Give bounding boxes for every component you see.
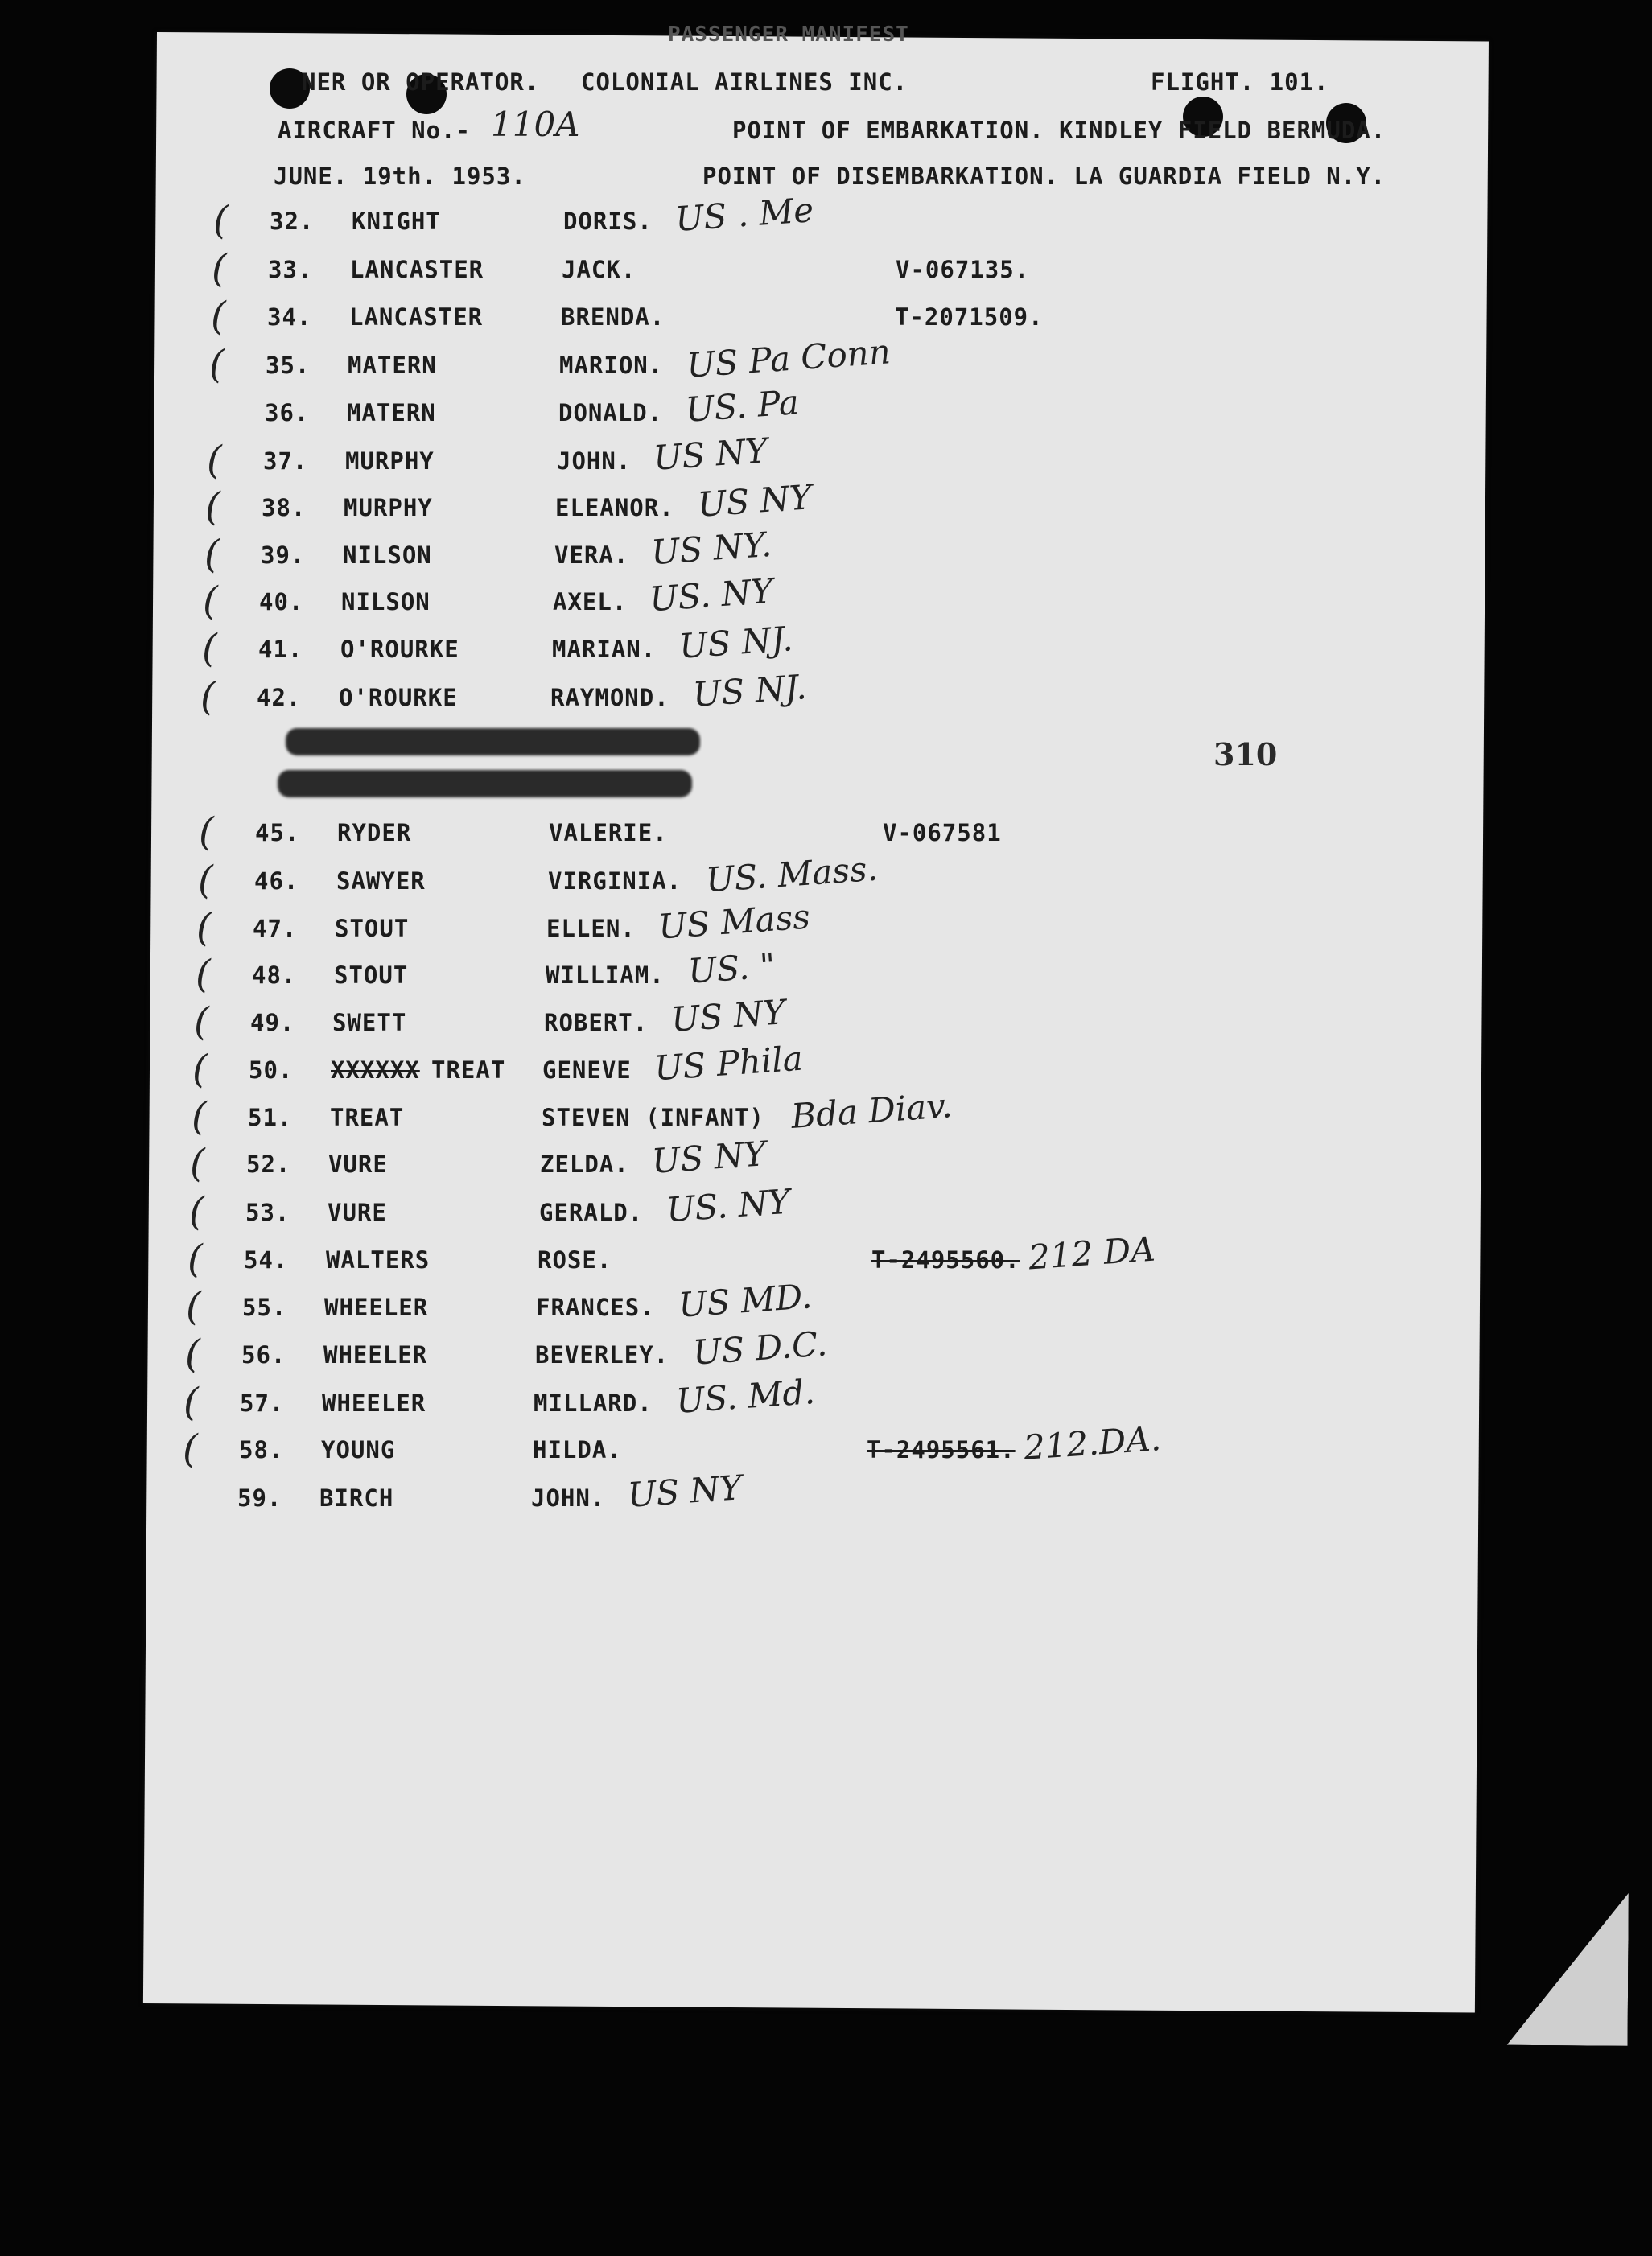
row-given-name: MILLARD. [534, 1389, 653, 1417]
row-surname: STOUT [334, 961, 409, 989]
struck-surname: XXXXXX [331, 1056, 420, 1084]
row-number: 36. [265, 399, 310, 426]
check-mark: ( [189, 1189, 204, 1234]
row-surname: VURE [328, 1199, 387, 1226]
row-number: 58. [239, 1436, 284, 1464]
check-mark: ( [199, 809, 214, 854]
check-mark: ( [187, 1237, 203, 1282]
row-number: 40. [259, 588, 304, 615]
check-mark: ( [194, 999, 209, 1044]
document-number: V-067135. [896, 256, 1030, 283]
row-surname: BIRCH [319, 1484, 394, 1512]
row-given-name: DORIS. [563, 208, 653, 235]
handwritten-note: US NY [652, 430, 769, 478]
row-number: 50. [249, 1056, 294, 1084]
row-given-name: GERALD. [539, 1199, 644, 1226]
row-surname: LANCASTER [349, 303, 484, 331]
row-given-name: STEVEN (INFANT) [542, 1104, 764, 1131]
check-mark: ( [196, 952, 211, 997]
row-given-name: ELEANOR. [555, 494, 674, 521]
row-given-name: WILLIAM. [546, 961, 665, 989]
disembarkation-point: POINT OF DISEMBARKATION. LA GUARDIA FIELD N.Y. [702, 163, 1386, 190]
row-number: 41. [258, 636, 303, 663]
row-number: 52. [246, 1151, 291, 1178]
row-number: 48. [252, 961, 297, 989]
row-number: 35. [266, 352, 311, 379]
row-given-name: ROBERT. [544, 1009, 649, 1036]
manifest-date: JUNE. 19th. 1953. [274, 163, 526, 190]
row-given-name: HILDA. [533, 1436, 622, 1464]
check-mark: ( [209, 342, 225, 387]
check-mark: ( [196, 905, 212, 950]
redaction-bar [286, 728, 700, 755]
row-given-name: JOHN. [557, 447, 632, 475]
handwritten-note: US. NY [665, 1181, 792, 1230]
document-number: T-2495560. [871, 1246, 1020, 1274]
row-number: 38. [262, 494, 307, 521]
aircraft-number: 110A [491, 105, 580, 144]
row-given-name: JACK. [562, 256, 636, 283]
row-given-name: ELLEN. [546, 915, 636, 942]
document-number: V-067581 [883, 819, 1002, 846]
row-surname: MURPHY [344, 494, 433, 521]
row-surname: NILSON [343, 541, 432, 569]
handwritten-note: US Mass [657, 896, 812, 947]
handwritten-note: US . Me [674, 190, 815, 239]
row-number: 53. [245, 1199, 290, 1226]
row-surname: WHEELER [323, 1341, 428, 1369]
row-surname: LANCASTER [350, 256, 484, 283]
embarkation-point: POINT OF EMBARKATION. KINDLEY FIELD BERMUDA. [732, 117, 1386, 144]
check-mark: ( [198, 858, 213, 903]
flight-number: FLIGHT. 101. [1151, 68, 1329, 96]
aircraft-label: AIRCRAFT No.- [278, 117, 471, 144]
check-mark: ( [186, 1284, 201, 1329]
handwritten-note: US. " [686, 945, 777, 991]
check-mark: ( [213, 198, 229, 243]
owner-label: NER OR OPERATOR. [302, 68, 540, 96]
handwritten-note: US Phila [653, 1038, 805, 1089]
document-number: T-2495561. [867, 1436, 1016, 1464]
handwritten-note: US NY. [649, 524, 773, 573]
row-given-name: AXEL. [553, 588, 628, 615]
row-given-name: VIRGINIA. [548, 867, 682, 895]
check-mark: ( [205, 484, 220, 529]
row-surname: MATERN [347, 399, 436, 426]
row-surname: SWETT [332, 1009, 407, 1036]
row-given-name: ROSE. [538, 1246, 612, 1274]
handwritten-note: US NY [626, 1468, 744, 1515]
row-number: 57. [240, 1389, 285, 1417]
check-mark: ( [212, 246, 227, 291]
handwritten-note: Bda Diav. [789, 1085, 954, 1136]
handwritten-note: 212 DA [1027, 1229, 1157, 1278]
check-mark: ( [192, 1047, 208, 1092]
row-given-name: BRENDA. [561, 303, 665, 331]
row-given-name: MARION. [559, 352, 664, 379]
handwritten-note: 212.DA. [1022, 1418, 1163, 1468]
handwritten-note: US. Pa [684, 382, 801, 430]
handwritten-note: US D.C. [691, 1324, 829, 1373]
row-surname: VURE [328, 1151, 388, 1178]
row-number: 51. [248, 1104, 293, 1131]
row-surname: TREAT [330, 1104, 405, 1131]
check-mark: ( [211, 294, 226, 339]
row-given-name: VERA. [554, 541, 629, 569]
row-given-name: DONALD. [558, 399, 663, 426]
row-surname: WHEELER [322, 1389, 426, 1417]
row-given-name: FRANCES. [536, 1294, 655, 1321]
row-number: 32. [270, 208, 315, 235]
redaction-bar [278, 770, 692, 797]
handwritten-note: US. NY [648, 570, 775, 620]
check-mark: ( [204, 532, 220, 577]
handwritten-note: US. Mass. [704, 848, 880, 900]
row-number: 47. [253, 915, 298, 942]
row-given-name: MARIAN. [552, 636, 657, 663]
row-number: 45. [255, 819, 300, 846]
row-surname: KNIGHT [352, 208, 441, 235]
row-surname: TREAT [431, 1056, 506, 1084]
row-surname: RYDER [337, 819, 412, 846]
check-mark: ( [183, 1380, 199, 1425]
row-given-name: VALERIE. [549, 819, 668, 846]
row-number: 37. [263, 447, 308, 475]
handwritten-note: US NY [669, 992, 787, 1039]
owner-value: COLONIAL AIRLINES INC. [581, 68, 908, 96]
check-mark: ( [192, 1094, 207, 1139]
handwritten-note: US. Md. [674, 1372, 817, 1421]
row-given-name: GENEVE [542, 1056, 632, 1084]
row-given-name: BEVERLEY. [535, 1341, 669, 1369]
row-number: 33. [268, 256, 313, 283]
handwritten-note: US Pa Conn [685, 331, 892, 385]
check-mark: ( [183, 1426, 198, 1472]
row-number: 39. [261, 541, 306, 569]
row-given-name: JOHN. [531, 1484, 606, 1512]
row-surname: O'ROURKE [339, 684, 458, 711]
row-surname: MATERN [348, 352, 437, 379]
page-number: 310 [1213, 736, 1278, 772]
handwritten-note: US MD. [677, 1276, 814, 1325]
row-given-name: RAYMOND. [550, 684, 669, 711]
row-surname: O'ROURKE [340, 636, 459, 663]
check-mark: ( [202, 626, 217, 671]
row-number: 59. [237, 1484, 282, 1512]
handwritten-note: US NJ. [691, 667, 808, 714]
check-mark: ( [190, 1141, 205, 1186]
check-mark: ( [185, 1332, 200, 1377]
row-surname: SAWYER [336, 867, 426, 895]
row-number: 34. [267, 303, 312, 331]
check-mark: ( [200, 674, 216, 719]
row-surname: STOUT [335, 915, 410, 942]
row-surname: WALTERS [326, 1246, 431, 1274]
row-surname: MURPHY [345, 447, 435, 475]
manifest-heading: PASSENGER MANIFEST [668, 23, 909, 47]
handwritten-note: US NY [650, 1134, 768, 1181]
handwritten-note: US NJ. [678, 619, 794, 666]
row-number: 42. [257, 684, 302, 711]
row-surname: NILSON [341, 588, 431, 615]
document-number: T-2071509. [895, 303, 1044, 331]
row-number: 56. [241, 1341, 286, 1369]
folded-corner [1507, 1892, 1629, 2046]
row-number: 49. [250, 1009, 295, 1036]
row-surname: WHEELER [324, 1294, 429, 1321]
row-number: 55. [242, 1294, 287, 1321]
check-mark: ( [203, 578, 218, 624]
row-number: 46. [254, 867, 299, 895]
row-number: 54. [244, 1246, 289, 1274]
row-given-name: ZELDA. [540, 1151, 629, 1178]
handwritten-note: US NY [696, 477, 814, 525]
row-surname: YOUNG [321, 1436, 396, 1464]
check-mark: ( [207, 438, 222, 483]
